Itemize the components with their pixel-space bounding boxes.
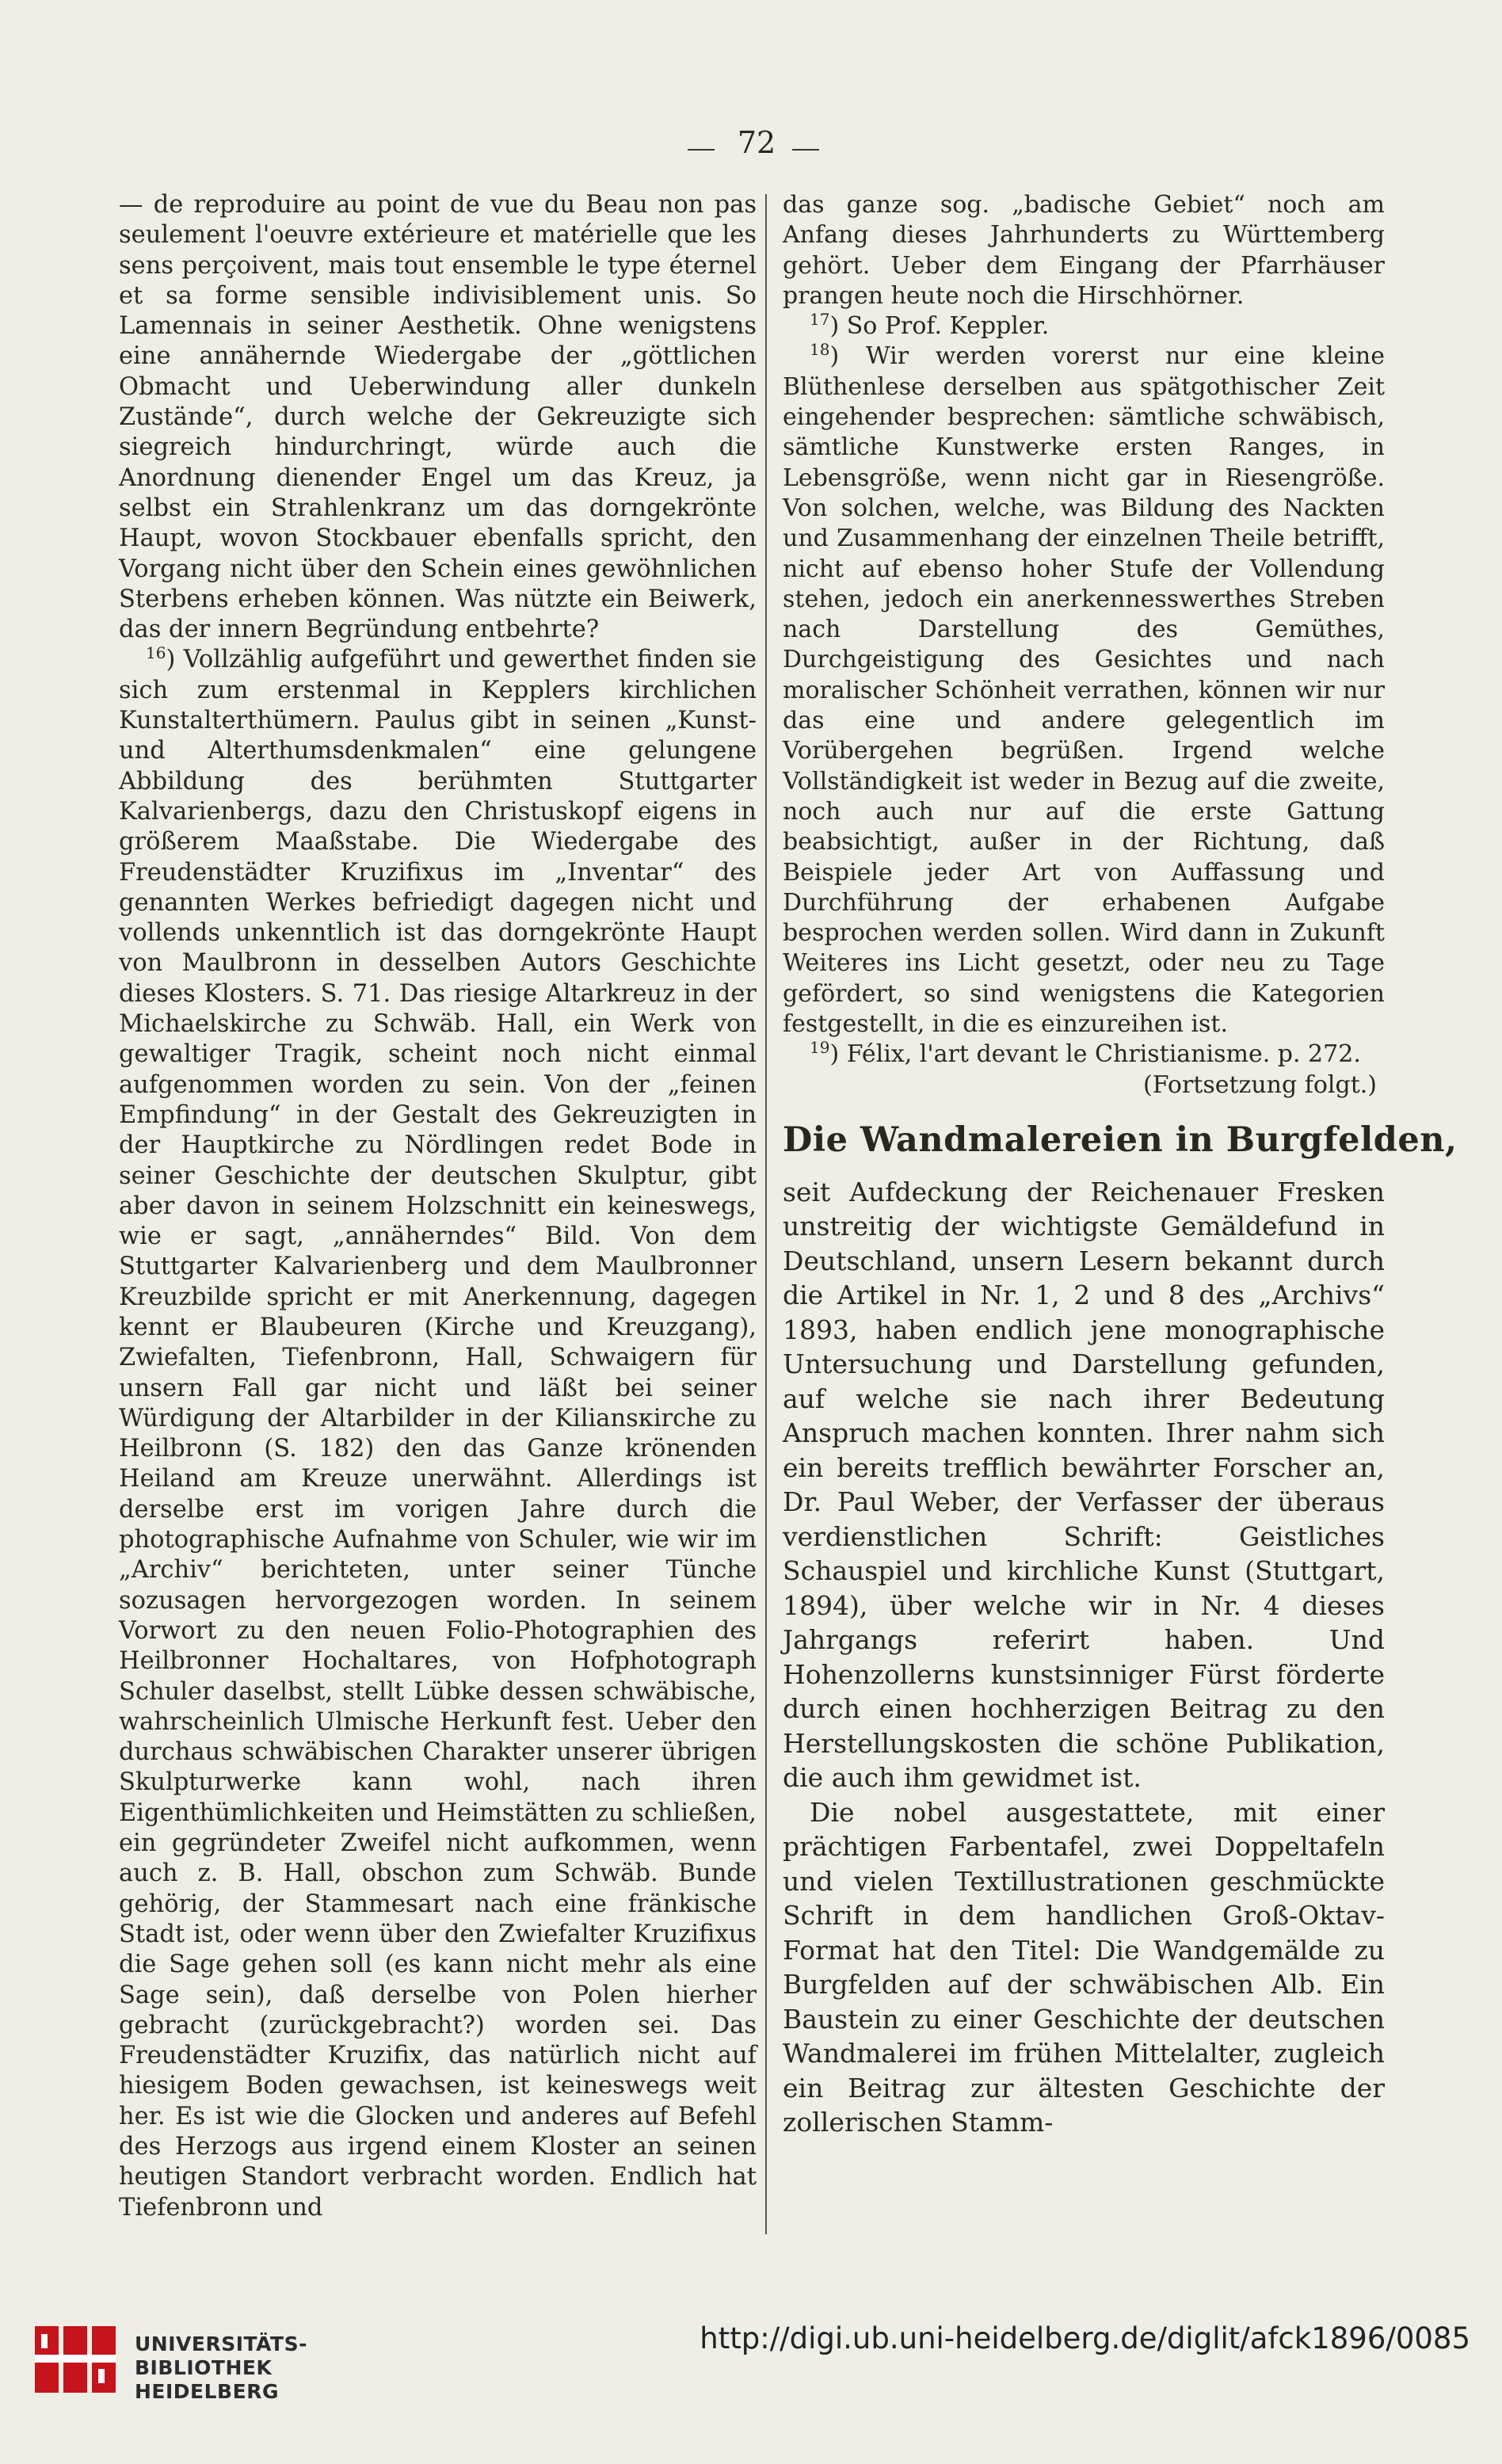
article-title: Die Wandmalereien in Burgfelden, — [783, 1119, 1458, 1160]
article-body — [783, 1175, 1385, 2140]
library-name-line-2: BIBLIOTHEK — [135, 2356, 273, 2379]
right-column — [783, 190, 1458, 2242]
footnote-18 — [783, 341, 1385, 1039]
left-column — [119, 190, 757, 2242]
library-name-line-1: UNIVERSITÄTS- — [135, 2332, 307, 2355]
footnote-19-marker: 19 — [810, 1038, 830, 1058]
continued-note: (Fortsetzung folgt.) — [1143, 1070, 1377, 1099]
footnote-16-text: ) Vollzählig aufgeführt und gewerthet finden sie sich zum erstenmal in Kepplers kirchlichen Kunstalterthümern. Paulus gibt in seinen „Kunst- und Alterthumsdenkmalen“ eine gelungene Abbildung des berühmten Stuttgarter Kalvarienbergs, dazu den Christuskopf eigens in größerem Maaßstabe. Die Wiedergabe des Freudenstädter Kruzifixus im „Inventar“ des genannten Werkes befriedigt dagegen nicht und vollends unkenntlich ist das dorngekrönte Haupt von Maulbronn in desselben Autors Geschichte dieses Klosters. S. 71. Das riesige Altarkreuz in der Michaelskirche zu Schwäb. Hall, ein Werk von gewaltiger Tragik, scheint noch nicht einmal aufgenommen worden zu sein. Von der „feinen Empfindung“ in der Gestalt des Gekreuzigten in der Hauptkirche zu Nördlingen redet Bode in seiner Geschichte der deutschen Skulptur, gibt aber davon in seinem Holzschnitt ein keineswegs, wie er sagt, „annäherndes“ Bild. Von dem Stuttgarter Kalvarienberg und dem Maulbronner Kreuzbilde spricht er mit Anerkennung, dagegen kennt er Blaubeuren (Kirche und Kreuzgang), Zwiefalten, Tiefenbronn, Hall, Schwaigern für unsern Fall gar nicht und läßt bei seiner Würdigung der Altarbilder in der Kiliansкirche zu Heilbronn (S. 182) den das Ganze krönenden Heiland am Kreuze unerwähnt. Allerdings ist derselbe erst im vorigen Jahre durch die photographische Aufnahme von Schuler, wie wir im „Archiv“ berichteten, unter seiner Tünche sozusagen hervorgezogen worden. In seinem Vorwort zu den neuen Folio-Photographien des Heilbronner Hochaltares, von Hofphotograph Schuler daselbst, stellt Lübke dessen schwäbische, wahrscheinlich Ulmische Herkunft fest. Ueber den durchaus schwäbischen Charakter unserer übrigen Skulpturwerke kann wohl, nach ihren Eigenthümlichkeiten und Heimstätten zu schließen, ein gegründeter Zweifel nicht aufkommen, wenn auch z. B. Hall, obschon zum Schwäb. Bunde gehörig, der Stammesart nach eine fränkische Stadt ist, oder wenn über den Zwiefalter Kruzifixus die Sage gehen soll (es kann nicht mehr als eine Sage sein), daß derselbe von Polen hierher gebracht (zurückgebracht?) worden sei. Das Freudenstädter Kruzifix, das natürlich nicht auf hiesigem Boden gewachsen, ist keineswegs weit her. Es ist wie die Glocken und anderes auf Befehl des Herzogs aus irgend einem Kloster an seinen heutigen Standort verbracht worden. Endlich hat Tiefenbronn und — [119, 646, 757, 2222]
permalink-url[interactable]: http://digi.ub.uni-heidelberg.de/diglit/afck1896/0085 — [700, 2321, 1470, 2355]
article-paragraph-2: Die nobel ausgestattete, mit einer prächtigen Farbentafel, zwei Doppeltafeln und vielen Textillustrationen geschmückte Schrift in dem handlichen Groß-Oktav-Format hat den Titel: Die Wandgemälde zu Burgfelden auf der schwäbischen Alb. Ein Baustein zu einer Geschichte der deutschen Wandmalerei im frühen Mittelalter, zugleich ein Beitrag zur ältesten Geschichte der zollerischen Stamm- — [783, 1796, 1385, 2138]
footnote-19-text: ) Félix, l'art devant le Christianisme. p. 272. — [829, 1040, 1361, 1069]
footnote-18-marker: 18 — [810, 340, 830, 360]
article-paragraph-1: seit Aufdeckung der Reichenauer Fresken unstreitig der wichtigste Gemäldefund in Deutschland, unsern Lesern bekannt durch die Artikel in Nr. 1, 2 und 8 des „Archivs“ 1893, haben endlich jene monographische Untersuchung und Darstellung gefunden, auf welche sie nach ihrer Bedeutung Anspruch machen konnten. Ihrer nahm sich ein bereits trefflich bewährter Forscher an, Dr. Paul Weber, der Verfasser der überaus verdienstlichen Schrift: Geistliches Schauspiel und kirchliche Kunst (Stuttgart, 1894), über welche wir in Nr. 4 dieses Jahrgangs referirt haben. Und Hohenzollerns kunstsinniger Fürst förderte durch einen hochherzigen Beitrag zu den Herstellungskosten die schöne Publikation, die auch ihm gewidmet ist. — [783, 1176, 1385, 1794]
footnote-17 — [783, 311, 1385, 341]
footnote-17-marker: 17 — [810, 310, 830, 330]
right-paragraph-continuation: das ganze sog. „badische Gebiet“ noch am Anfang dieses Jahrhunderts zu Württemberg gehört. Ueber dem Eingang der Pfarrhäuser prangen heute noch die Hirschhörner. — [783, 191, 1385, 310]
page-header — [0, 125, 1502, 173]
footnote-16 — [119, 645, 757, 2222]
left-paragraph-continuation: — de reproduire au point de vue du Beau non pas seulement l'oeuvre extérieure et matérielle que les sens perçoivent, mais tout ensemble le type éternel et sa forme sensible indivisiblement unis. So Lamennais in seiner Aesthetik. Ohne wenigstens eine annähernde Wiedergabe der „göttlichen Obmacht und Ueberwindung aller dunkeln Zustände“, durch welche der Gekreuzigte sich siegreich hindurchringt, würde auch die Anordnung dienender Engel um das Kreuz, ja selbst ein Strahlenkranz um das dorngekrönte Haupt, wovon Stockbauer ebenfalls spricht, den Vorgang nicht über den Schein eines gewöhnlichen Sterbens erheben können. Was nützte ein Beiwerk, das der innern Begründung entbehrte? — [119, 191, 757, 644]
page-number: 72 — [737, 125, 776, 160]
header-dash-left — [688, 149, 715, 151]
footnote-19 — [783, 1039, 1385, 1070]
footnote-18-text: ) Wir werden vorerst nur eine kleine Blüthenlese derselben aus spätgothischer Zeit eingehender besprechen: sämtliche schwäbisch, sämtliche Kunstwerke ersten Ranges, in Lebensgröße, wenn nicht gar in Riesengröße. Von solchen, welche, was Bildung des Nackten und Zusammenhang der einzelnen Theile betrifft, nicht auf ebenso hoher Stufe der Vollendung stehen, jedoch ein anerkennesswerthes Streben nach Darstellung des Gemüthes, Durchgeistigung des Gesichtes und nach moralischer Schönheit verrathen, können wir nur das eine und andere gelegentlich im Vorübergehen begrüßen. Irgend welche Vollständigkeit ist weder in Bezug auf die zweite, noch auch nur auf die erste Gattung beabsichtigt, außer in der Richtung, daß Beispiele jeder Art von Auffassung und Durchführung der erhabenen Aufgabe besprochen werden sollen. Wird dann in Zukunft Weiteres ins Licht gesetzt, oder neu zu Tage gefördert, so sind wenigstens die Kategorien festgestellt, in die es einzureihen ist. — [783, 342, 1385, 1039]
footnote-16-marker: 16 — [146, 643, 166, 663]
column-divider — [765, 194, 767, 2234]
library-name — [135, 2332, 307, 2404]
university-library-logo-icon — [30, 2320, 125, 2399]
footnote-17-text: ) So Prof. Keppler. — [829, 312, 1050, 341]
library-name-line-3: HEIDELBERG — [135, 2380, 279, 2403]
header-dash-right — [792, 149, 819, 151]
